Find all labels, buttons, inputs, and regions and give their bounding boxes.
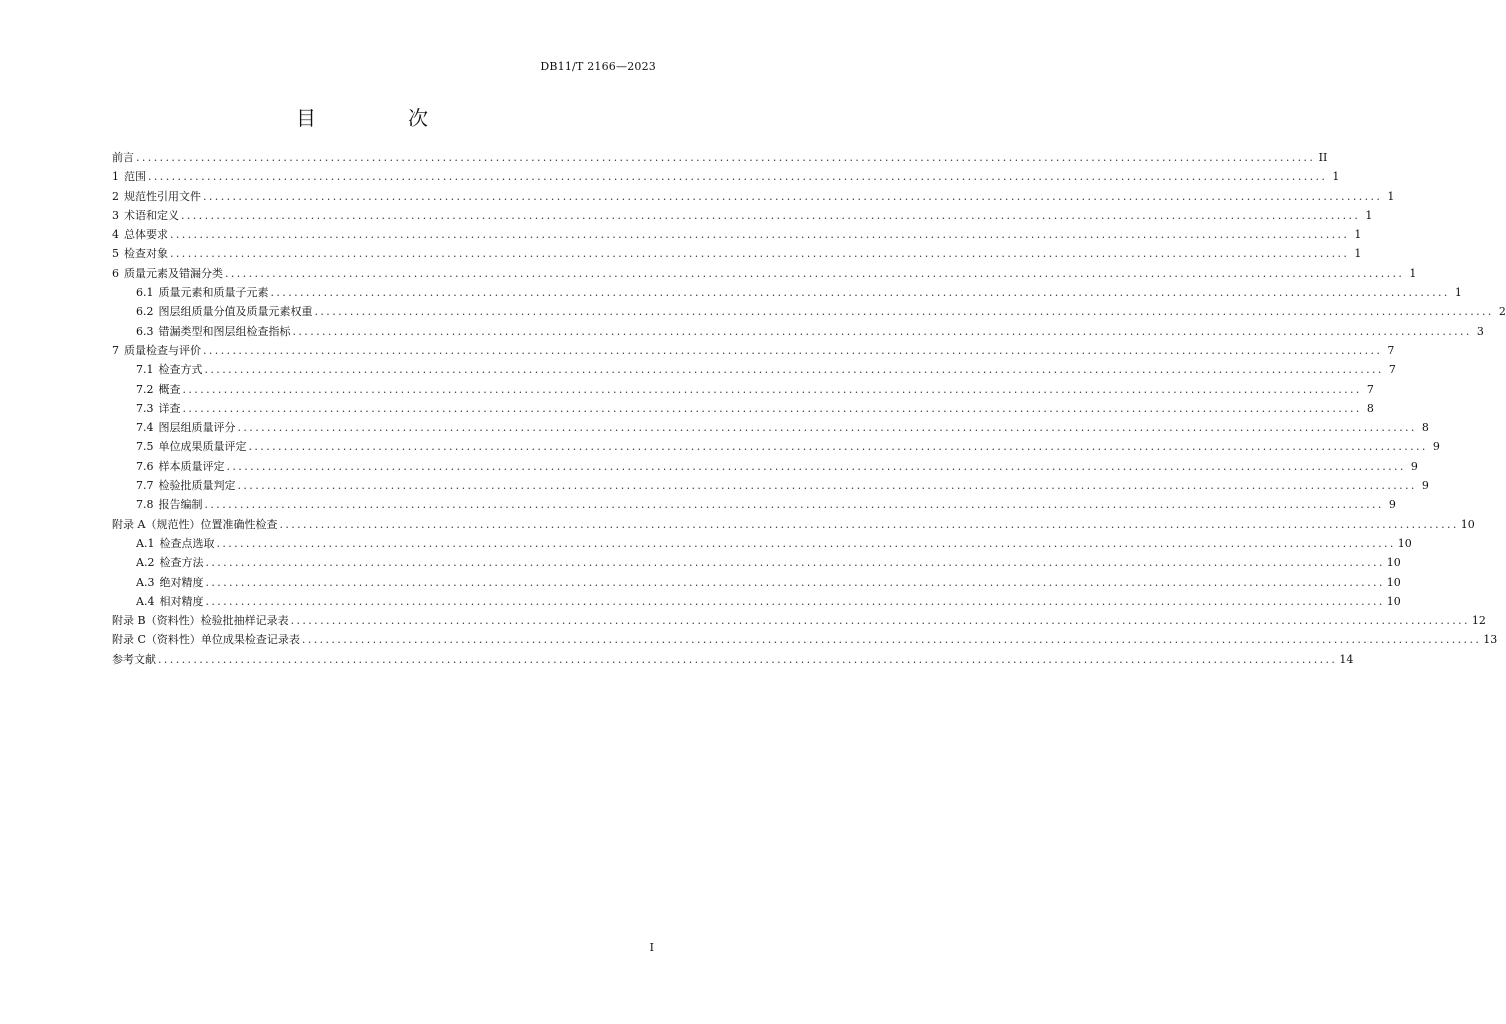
toc-leader-dots: ........................................................................................................................................................................................................ bbox=[203, 343, 1383, 357]
toc-entry-label: 相对精度 bbox=[159, 594, 204, 608]
toc-entry[interactable] bbox=[112, 244, 1362, 263]
toc-entry-label: 附录 A（规范性）位置准确性检查 bbox=[112, 517, 278, 531]
toc-entry-number: 7.2 bbox=[136, 382, 154, 396]
toc-entry-page: 10 bbox=[1386, 556, 1401, 570]
toc-leader-dots: ........................................................................................................................................................................................................ bbox=[136, 151, 1316, 164]
toc-entry[interactable] bbox=[112, 341, 1395, 360]
toc-entry-label: 图层组质量分值及质量元素权重 bbox=[158, 305, 313, 319]
toc-entry-label: 检查点选取 bbox=[159, 536, 215, 550]
toc-entry-page: 13 bbox=[1483, 633, 1498, 647]
toc-leader-dots: ........................................................................................................................................................................................................ bbox=[205, 575, 1385, 589]
toc-entry[interactable] bbox=[112, 650, 1354, 669]
toc-entry[interactable] bbox=[112, 418, 1429, 437]
toc-leader-dots: ........................................................................................................................................................................................................ bbox=[225, 266, 1405, 280]
toc-entry-number: 6 bbox=[112, 266, 119, 280]
toc-leader-dots: ........................................................................................................................................................................................................ bbox=[290, 614, 1470, 628]
toc-entry[interactable] bbox=[112, 630, 1498, 649]
toc-entry-label: 报告编制 bbox=[158, 498, 203, 512]
toc-entry-number: A.1 bbox=[136, 536, 155, 550]
toc-entry[interactable] bbox=[112, 167, 1340, 186]
toc-entry-label: 错漏类型和图层组检查指标 bbox=[158, 324, 291, 338]
toc-leader-dots: ........................................................................................................................................................................................................ bbox=[181, 208, 1361, 222]
toc-entry-number: 4 bbox=[112, 228, 119, 242]
toc-leader-dots: ........................................................................................................................................................................................................ bbox=[182, 401, 1362, 415]
toc-entry[interactable] bbox=[112, 573, 1401, 592]
toc-entry-label: 规范性引用文件 bbox=[124, 189, 201, 203]
toc-entry-label: 范围 bbox=[124, 170, 146, 184]
toc-leader-dots: ........................................................................................................................................................................................................ bbox=[301, 633, 1482, 647]
toc-leader-dots: ........................................................................................................................................................................................................ bbox=[170, 247, 1350, 261]
toc-entry-label: 概查 bbox=[158, 382, 181, 396]
toc-entry-page: 1 bbox=[1365, 208, 1373, 222]
toc-entry-label: 质量元素及错漏分类 bbox=[124, 266, 223, 280]
toc-entry-number: 2 bbox=[112, 189, 119, 203]
toc-entry-label: 质量元素和质量子元素 bbox=[158, 286, 269, 300]
toc-entry-label: 质量检查与评价 bbox=[124, 343, 201, 357]
toc-entry-page: 14 bbox=[1339, 652, 1354, 666]
toc-entry-label: 详查 bbox=[158, 401, 181, 415]
toc-entry[interactable] bbox=[112, 206, 1373, 225]
toc-entry-page: 7 bbox=[1387, 343, 1395, 357]
toc-leader-dots: ........................................................................................................................................................................................................ bbox=[158, 652, 1338, 666]
toc-leader-dots: ........................................................................................................................................................................................................ bbox=[170, 228, 1350, 242]
toc-entry-number: A.3 bbox=[136, 575, 155, 589]
toc-leader-dots: ........................................................................................................................................................................................................ bbox=[205, 556, 1385, 570]
toc-entry-number: 5 bbox=[112, 247, 119, 261]
toc-entry-number: 7.7 bbox=[136, 479, 154, 493]
toc-entry-number: 3 bbox=[112, 208, 119, 222]
toc-entry-page: 3 bbox=[1476, 324, 1484, 338]
toc-leader-dots: ........................................................................................................................................................................................................ bbox=[204, 363, 1384, 377]
toc-entry[interactable] bbox=[112, 437, 1440, 456]
toc-leader-dots: ........................................................................................................................................................................................................ bbox=[279, 517, 1459, 531]
toc-leader-dots: ........................................................................................................................................................................................................ bbox=[182, 382, 1362, 396]
table-of-contents bbox=[112, 148, 1506, 669]
toc-entry-page: 10 bbox=[1460, 517, 1475, 531]
toc-entry[interactable] bbox=[112, 322, 1484, 341]
toc-entry[interactable] bbox=[112, 360, 1396, 379]
toc-entry-number: 1 bbox=[112, 170, 119, 184]
toc-entry-label: 附录 C（资料性）单位成果检查记录表 bbox=[112, 633, 300, 647]
toc-entry[interactable] bbox=[112, 399, 1374, 418]
toc-entry[interactable] bbox=[112, 611, 1486, 630]
toc-entry-label: 绝对精度 bbox=[159, 575, 204, 589]
toc-entry-number: 6.1 bbox=[136, 286, 154, 300]
toc-entry[interactable] bbox=[112, 495, 1396, 514]
toc-entry-label: 图层组质量评分 bbox=[158, 421, 236, 435]
document-id: DB11/T 2166—2023 bbox=[540, 60, 656, 73]
toc-entry[interactable] bbox=[112, 187, 1395, 206]
toc-entry-number: A.2 bbox=[136, 556, 155, 570]
toc-entry-page: 1 bbox=[1354, 247, 1362, 261]
toc-entry[interactable] bbox=[112, 302, 1506, 321]
toc-entry[interactable] bbox=[112, 534, 1412, 553]
toc-entry-number: 6.3 bbox=[136, 324, 154, 338]
toc-entry-label: 前言 bbox=[112, 151, 134, 164]
toc-entry[interactable] bbox=[112, 148, 1328, 167]
toc-entry-page: 10 bbox=[1386, 594, 1401, 608]
toc-leader-dots: ........................................................................................................................................................................................................ bbox=[148, 170, 1328, 184]
toc-entry-label: 附录 B（资料性）检验批抽样记录表 bbox=[112, 614, 289, 628]
toc-entry[interactable] bbox=[112, 457, 1418, 476]
toc-entry-page: 1 bbox=[1409, 266, 1417, 280]
toc-entry-page: 10 bbox=[1386, 575, 1401, 589]
toc-entry-page: 7 bbox=[1388, 363, 1396, 377]
toc-entry[interactable] bbox=[112, 283, 1462, 302]
toc-leader-dots: ........................................................................................................................................................................................................ bbox=[292, 324, 1472, 338]
toc-entry[interactable] bbox=[112, 592, 1401, 611]
toc-entry-number: 7.3 bbox=[136, 401, 154, 415]
toc-leader-dots: ........................................................................................................................................................................................................ bbox=[203, 189, 1383, 203]
toc-entry[interactable] bbox=[112, 476, 1429, 495]
toc-entry-label: 参考文献 bbox=[112, 652, 156, 666]
toc-entry-label: 样本质量评定 bbox=[158, 459, 225, 473]
toc-entry-label: 检验批质量判定 bbox=[158, 479, 236, 493]
toc-entry-number: 6.2 bbox=[136, 305, 154, 319]
toc-entry-page: 1 bbox=[1387, 189, 1395, 203]
toc-leader-dots: ........................................................................................................................................................................................................ bbox=[216, 536, 1396, 550]
toc-entry[interactable] bbox=[112, 225, 1362, 244]
toc-leader-dots: ........................................................................................................................................................................................................ bbox=[237, 421, 1417, 435]
toc-leader-dots: ........................................................................................................................................................................................................ bbox=[314, 305, 1494, 319]
toc-entry-label: 单位成果质量评定 bbox=[158, 440, 247, 454]
toc-entry-label: 检查方法 bbox=[159, 556, 204, 570]
toc-entry-label: 总体要求 bbox=[124, 228, 168, 242]
toc-entry-page: II bbox=[1318, 151, 1328, 164]
toc-entry-page: 9 bbox=[1432, 440, 1440, 454]
toc-title: 目 次 bbox=[296, 106, 464, 130]
toc-entry-page: 8 bbox=[1366, 401, 1374, 415]
toc-entry-label: 检查方式 bbox=[158, 363, 203, 377]
toc-entry-page: 2 bbox=[1498, 305, 1506, 319]
toc-entry[interactable] bbox=[112, 264, 1417, 283]
toc-entry-page: 1 bbox=[1354, 228, 1362, 242]
toc-entry-page: 1 bbox=[1454, 286, 1462, 300]
toc-entry-label: 检查对象 bbox=[124, 247, 168, 261]
toc-entry-number: 7.4 bbox=[136, 421, 154, 435]
toc-entry-page: 9 bbox=[1410, 459, 1418, 473]
toc-entry-page: 8 bbox=[1421, 421, 1429, 435]
toc-entry-number: 7.6 bbox=[136, 459, 154, 473]
toc-entry-page: 10 bbox=[1397, 536, 1412, 550]
toc-entry-number: 7.5 bbox=[136, 440, 154, 454]
toc-entry-number: A.4 bbox=[136, 594, 155, 608]
toc-leader-dots: ........................................................................................................................................................................................................ bbox=[237, 479, 1417, 493]
toc-entry[interactable] bbox=[112, 515, 1475, 534]
toc-entry-number: 7 bbox=[112, 343, 119, 357]
toc-entry-label: 术语和定义 bbox=[124, 208, 179, 222]
toc-leader-dots: ........................................................................................................................................................................................................ bbox=[226, 459, 1406, 473]
toc-leader-dots: ........................................................................................................................................................................................................ bbox=[205, 594, 1385, 608]
toc-entry-number: 7.1 bbox=[136, 363, 154, 377]
toc-entry-page: 7 bbox=[1366, 382, 1374, 396]
toc-entry-number: 7.8 bbox=[136, 498, 154, 512]
toc-leader-dots: ........................................................................................................................................................................................................ bbox=[204, 498, 1384, 512]
toc-entry-page: 12 bbox=[1471, 614, 1486, 628]
toc-entry-page: 9 bbox=[1388, 498, 1396, 512]
toc-entry-page: 1 bbox=[1332, 170, 1340, 184]
toc-leader-dots: ........................................................................................................................................................................................................ bbox=[270, 286, 1450, 300]
toc-entry[interactable] bbox=[112, 553, 1401, 572]
toc-entry-page: 9 bbox=[1421, 479, 1429, 493]
page-number: I bbox=[649, 941, 654, 954]
toc-leader-dots: ........................................................................................................................................................................................................ bbox=[248, 440, 1428, 454]
toc-entry[interactable] bbox=[112, 380, 1374, 399]
